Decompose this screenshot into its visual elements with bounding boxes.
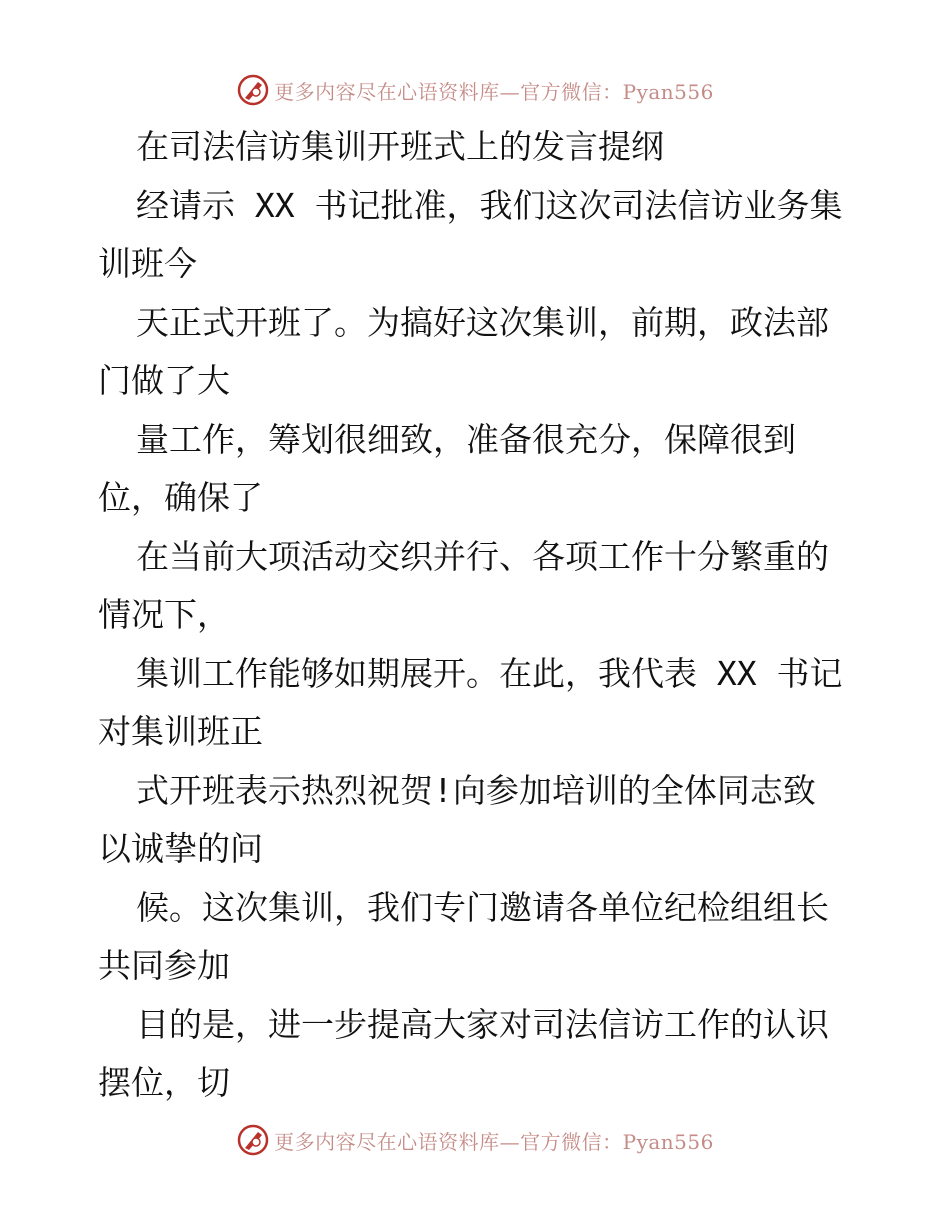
body-line: 对集训班正 [98,712,263,751]
pen-logo-icon [236,73,270,107]
watermark-text: 更多内容尽在心语资料库—官方微信：Pyan556 [274,1129,714,1154]
watermark-text: 更多内容尽在心语资料库—官方微信：Pyan556 [274,79,714,104]
body-line: 在当前大项活动交织并行、各项工作十分繁重的 [136,536,829,576]
body-line: 位，确保了 [98,478,263,517]
header-watermark [0,70,950,110]
document-title: 在司法信访集训开班式上的发言提纲 [136,127,664,166]
body-line: 训班今 [98,244,197,283]
body-line: 目的是，进一步提高大家对司法信访工作的认识 [136,1004,829,1044]
document-body [98,118,898,1113]
body-line: 集训工作能够如期展开。在此，我代表 XX 书记 [136,653,843,693]
body-line: 候。这次集训，我们专门邀请各单位纪检组组长 [136,887,829,927]
body-line: 情况下， [98,595,230,634]
body-line: 共同参加 [98,946,230,985]
body-line: 式开班表示热烈祝贺!向参加培训的全体同志致 [136,770,816,810]
body-line: 门做了大 [98,361,230,400]
pen-logo-icon [236,1123,270,1157]
body-line: 量工作，筹划很细致，准备很充分，保障很到 [136,419,796,459]
footer-watermark [0,1120,950,1160]
body-line: 天正式开班了。为搞好这次集训，前期，政法部 [136,302,829,342]
body-line: 摆位，切 [98,1063,230,1102]
body-line: 经请示 XX 书记批准，我们这次司法信访业务集 [136,185,843,225]
body-line: 以诚挚的问 [98,829,263,868]
